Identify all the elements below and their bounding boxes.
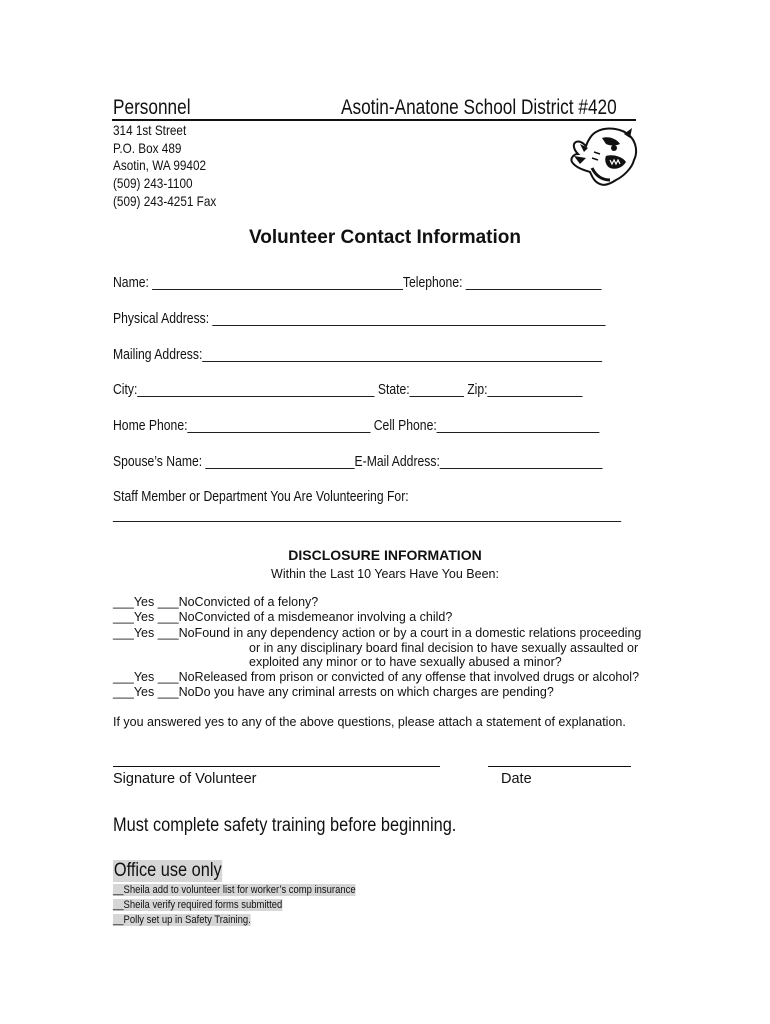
office-checklist-item: __Sheila verify required forms submitted: [113, 899, 283, 911]
date-line[interactable]: [488, 766, 631, 767]
staff-department-label: Staff Member or Department You Are Volunteering For:: [113, 489, 409, 505]
mailing-address-field[interactable]: Mailing Address:___________________________________________________________: [113, 347, 603, 363]
explanation-note: If you answered yes to any of the above questions, please attach a statement of explanation.: [113, 715, 626, 729]
disclosure-question-continued: exploited any minor or to have sexually abused a minor?: [249, 655, 562, 669]
cougar-mascot-logo: [566, 124, 640, 190]
disclosure-heading: DISCLOSURE INFORMATION: [288, 547, 482, 563]
office-checklist-item: __Sheila add to volunteer list for worker’s comp insurance: [113, 884, 356, 896]
disclosure-question-continued: or in any disciplinary board final decision to have sexually assaulted or: [249, 641, 639, 655]
office-use-heading: Office use only: [113, 860, 222, 881]
spouse-email-field[interactable]: Spouse’s Name: ______________________E-Mail Address:________________________: [113, 454, 603, 470]
header-rule: [112, 119, 636, 121]
home-cell-phone-field[interactable]: Home Phone:___________________________ Cell Phone:________________________: [113, 418, 600, 434]
disclosure-question[interactable]: ___Yes ___NoConvicted of a misdemeanor involving a child?: [113, 610, 453, 624]
district-heading: Asotin-Anatone School District #420: [341, 96, 617, 119]
address-line: Asotin, WA 99402: [113, 157, 207, 173]
physical-address-field[interactable]: Physical Address: __________________________________________________________: [113, 311, 606, 327]
volunteer-signature-line[interactable]: [113, 766, 440, 767]
name-telephone-field[interactable]: Name: _____________________________________Telephone: ____________________: [113, 275, 602, 291]
phone-line: (509) 243-1100: [113, 175, 193, 191]
city-state-zip-field[interactable]: City:___________________________________ State:________ Zip:______________: [113, 382, 583, 398]
disclosure-question[interactable]: ___Yes ___NoReleased from prison or convicted of any offense that involved drugs or alcohol?: [113, 670, 640, 684]
disclosure-question[interactable]: ___Yes ___NoDo you have any criminal arrests on which charges are pending?: [113, 685, 554, 699]
date-label: Date: [501, 771, 532, 787]
address-line: 314 1st Street: [113, 122, 187, 138]
office-checklist-item: __Polly set up in Safety Training.: [113, 914, 251, 926]
signature-label: Signature of Volunteer: [113, 771, 257, 787]
form-title: Volunteer Contact Information: [249, 227, 521, 248]
fax-line: (509) 243-4251 Fax: [113, 193, 217, 209]
disclosure-question[interactable]: ___Yes ___NoConvicted of a felony?: [113, 595, 319, 609]
safety-training-notice: Must complete safety training before beginning.: [113, 815, 457, 836]
staff-department-field[interactable]: ___________________________________________________________________________: [113, 507, 622, 523]
department-heading: Personnel: [113, 96, 191, 119]
disclosure-subtitle: Within the Last 10 Years Have You Been:: [271, 567, 499, 581]
address-line: P.O. Box 489: [113, 140, 182, 156]
disclosure-question[interactable]: ___Yes ___NoFound in any dependency action or by a court in a domestic relations proceeding: [113, 626, 642, 640]
